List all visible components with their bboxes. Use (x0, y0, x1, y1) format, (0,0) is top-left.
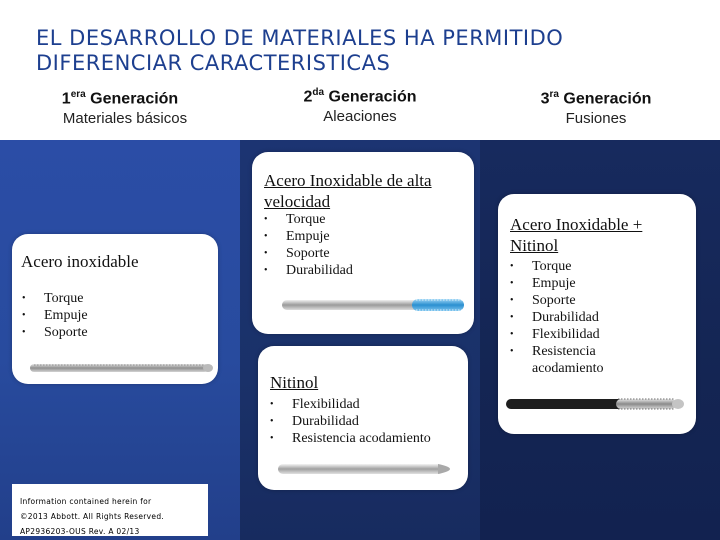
acero-inoxidable-title: Acero inoxidable (21, 252, 139, 271)
list-item: • Empuje (264, 228, 353, 245)
generation-2-heading (280, 87, 440, 106)
footer-line: ©2013 Abbott. All Rights Reserved. (20, 512, 165, 521)
list-item: • Flexibilidad (510, 326, 690, 343)
nitinol-list (270, 396, 431, 447)
generation-2-ordinal: 2 (303, 88, 313, 106)
list-item: • Empuje (510, 275, 690, 292)
acero-alta-velocidad-list (264, 211, 353, 279)
acero-alta-velocidad-card (252, 152, 474, 334)
list-item: • Torque (22, 290, 88, 307)
list-item: • Soporte (510, 292, 690, 309)
list-item: • Soporte (22, 324, 88, 341)
guidewire-image (30, 360, 216, 376)
guidewire-image (278, 460, 464, 478)
generation-3-label: Generación (563, 90, 652, 108)
generation-3-subtitle: Fusiones (565, 110, 627, 127)
generation-1-label: Generación (90, 90, 179, 108)
guidewire-image (506, 394, 692, 414)
footer-line: Information contained herein for (20, 497, 152, 506)
generation-3-ordinal: 3 (540, 90, 550, 108)
generation-2-suffix: da (312, 87, 325, 98)
generation-1-ordinal: 1 (61, 90, 71, 108)
generation-1-suffix: era (70, 89, 86, 100)
nitinol-card (258, 346, 468, 490)
nitinol-title: Nitinol (270, 373, 319, 392)
list-item: • Durabilidad (264, 262, 353, 279)
list-item: • Torque (510, 258, 690, 275)
generation-2-label: Generación (328, 88, 417, 106)
generation-1-heading (40, 89, 200, 108)
acero-nitinol-title: Acero Inoxidable + Nitinol (510, 215, 643, 255)
slide-title: EL DESARROLLO DE MATERIALES HA PERMITIDO DIFERENCIAR CARACTERISTICAS (36, 26, 564, 75)
acero-inoxidable-card (12, 234, 218, 384)
list-item: • Flexibilidad (270, 396, 431, 413)
generation-3-heading (516, 89, 676, 108)
list-item: • Durabilidad (270, 413, 431, 430)
list-item: • Durabilidad (510, 309, 690, 326)
acero-alta-velocidad-title: Acero Inoxidable de alta velocidad (264, 171, 432, 211)
acero-nitinol-list (510, 258, 690, 377)
acero-inoxidable-list (22, 290, 88, 341)
list-item: • Empuje (22, 307, 88, 324)
list-item: • Torque (264, 211, 353, 228)
generation-1-subtitle: Materiales básicos (62, 110, 188, 127)
list-item: • Resistencia acodamiento (270, 430, 431, 447)
guidewire-image (282, 294, 472, 316)
list-item: • Soporte (264, 245, 353, 262)
acero-nitinol-card (498, 194, 696, 434)
generation-3-suffix: ra (549, 89, 559, 100)
generation-2-subtitle: Aleaciones (323, 108, 397, 125)
footer-line: AP2936203-OUS Rev. A 02/13 (20, 527, 140, 536)
list-item: • Resistencia acodamiento (510, 343, 642, 377)
footer-legal (20, 494, 220, 539)
